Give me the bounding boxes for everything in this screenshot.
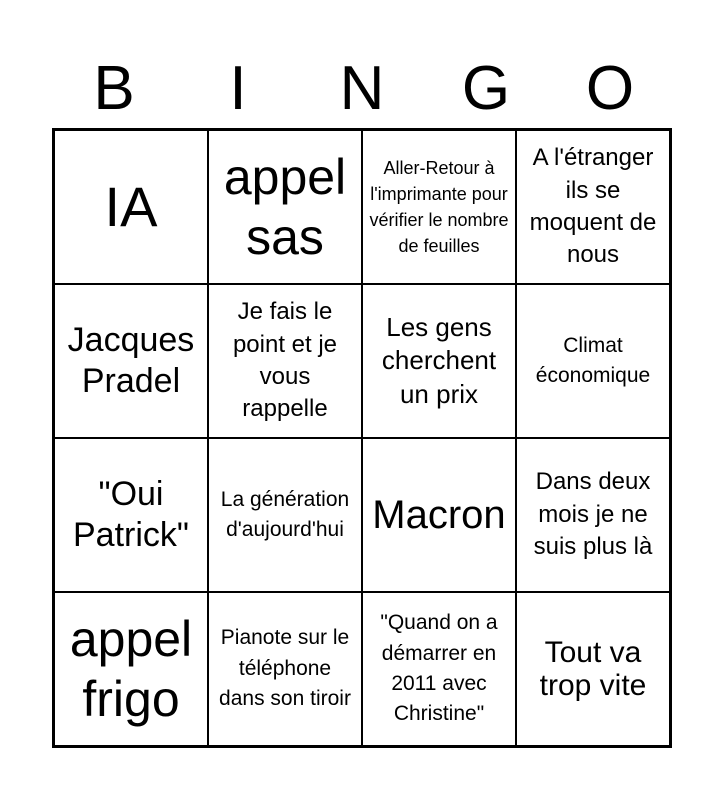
bingo-cell[interactable] — [208, 284, 362, 438]
header-letter-g: G — [461, 54, 511, 123]
bingo-board — [52, 128, 672, 748]
cell-text: "Oui Patrick" — [73, 475, 189, 554]
header-letter-o: O — [585, 54, 635, 123]
bingo-cell[interactable] — [208, 130, 362, 284]
bingo-cell[interactable] — [362, 284, 516, 438]
bingo-cell[interactable] — [208, 438, 362, 592]
bingo-cell[interactable] — [208, 592, 362, 746]
bingo-cell[interactable] — [516, 284, 670, 438]
bingo-header — [52, 50, 672, 128]
cell-text: Les gens cherchent un prix — [381, 312, 497, 409]
cell-text: A l'étranger ils se moquent de nous — [529, 144, 657, 269]
cell-text: Tout va trop vite — [539, 636, 647, 702]
cell-text: appel sas — [223, 149, 347, 265]
bingo-cell[interactable] — [54, 438, 208, 592]
header-letter-n: N — [339, 54, 385, 123]
cell-text: Aller-Retour à l'imprimante pour vérifier le nombre de feuilles — [369, 157, 509, 257]
bingo-cell[interactable] — [362, 438, 516, 592]
cell-text: La génération d'aujourd'hui — [220, 487, 350, 541]
cell-text: Pianote sur le téléphone dans son tiroir — [219, 626, 351, 711]
header-letter-b: B — [93, 54, 135, 123]
header-letter-i: I — [229, 54, 247, 123]
cell-text: Dans deux mois je ne suis plus là — [533, 468, 653, 561]
bingo-cell[interactable] — [54, 130, 208, 284]
cell-text: IA — [104, 175, 158, 238]
bingo-cell[interactable] — [516, 130, 670, 284]
bingo-cell[interactable] — [54, 592, 208, 746]
cell-text: Climat économique — [535, 333, 651, 387]
cell-text: Je fais le point et je vous rappelle — [232, 298, 338, 423]
bingo-cell[interactable] — [516, 592, 670, 746]
cell-text: "Quand on a démarrer en 2011 avec Christine" — [380, 611, 498, 726]
bingo-cell[interactable] — [362, 130, 516, 284]
cell-text: appel frigo — [69, 611, 193, 727]
bingo-cell[interactable] — [54, 284, 208, 438]
cell-text: Jacques Pradel — [67, 321, 195, 400]
bingo-cell[interactable] — [516, 438, 670, 592]
cell-text: Macron — [372, 493, 506, 537]
bingo-cell[interactable] — [362, 592, 516, 746]
